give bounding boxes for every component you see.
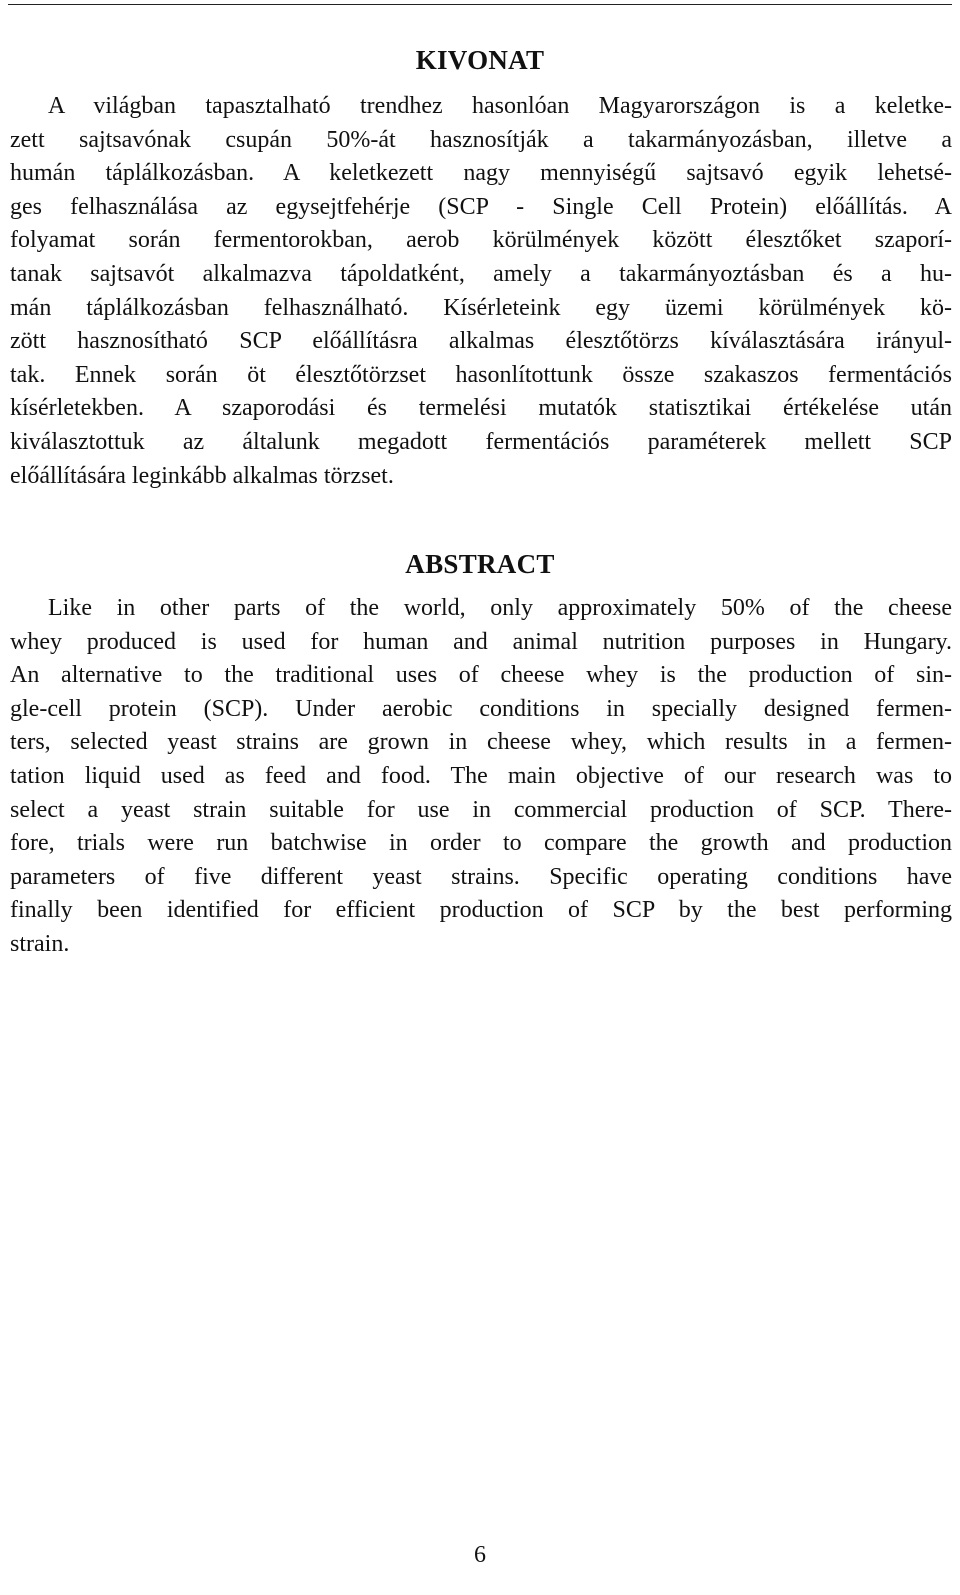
- abstract-line: tation liquid used as feed and food. The main objective of our research was to: [10, 762, 952, 789]
- kivonat-line: kísérletekben. A szaporodási és termelési mutatók statisztikai értékelése után: [10, 395, 952, 422]
- abstract-line: fore, trials were run batchwise in order to compare the growth and production: [10, 830, 952, 857]
- kivonat-line: tak. Ennek során öt élesztőtörzset hasonlítottunk össze szakaszos fermentációs: [10, 361, 952, 388]
- abstract-heading: ABSTRACT: [405, 549, 555, 580]
- abstract-line: ters, selected yeast strains are grown in cheese whey, which results in a fermen-: [10, 729, 952, 756]
- kivonat-line: előállítására leginkább alkalmas törzset.: [10, 462, 394, 489]
- abstract-paragraph: [10, 592, 952, 962]
- abstract-line: gle-cell protein (SCP). Under aerobic conditions in specially designed fermen-: [10, 695, 952, 722]
- kivonat-heading: KIVONAT: [415, 45, 545, 76]
- kivonat-line: kiválasztottuk az általunk megadott fermentációs paraméterek mellett SCP: [10, 428, 952, 455]
- kivonat-paragraph: [10, 90, 952, 493]
- kivonat-line: mán táplálkozásban felhasználható. Kísérleteink egy üzemi körülmények kö-: [10, 294, 952, 321]
- kivonat-line: humán táplálkozásban. A keletkezett nagy mennyiségű sajtsavó egyik lehetsé-: [10, 160, 952, 187]
- abstract-line: An alternative to the traditional uses of cheese whey is the production of sin-: [10, 662, 952, 689]
- abstract-line: finally been identified for efficient production of SCP by the best performing: [10, 897, 952, 924]
- abstract-line: parameters of five different yeast strains. Specific operating conditions have: [10, 863, 952, 890]
- abstract-line: whey produced is used for human and animal nutrition purposes in Hungary.: [10, 628, 952, 655]
- abstract-line: select a yeast strain suitable for use in commercial production of SCP. There-: [10, 796, 952, 823]
- kivonat-line: tanak sajtsavót alkalmazva tápoldatként, amely a takarmányoztásban és a hu-: [10, 260, 952, 287]
- kivonat-line: zett sajtsavónak csupán 50%-át hasznosítják a takarmányozásban, illetve a: [10, 126, 952, 153]
- kivonat-line: A világban tapasztalható trendhez hasonlóan Magyarországon is a keletke-: [48, 93, 952, 119]
- top-rule: [8, 4, 952, 5]
- kivonat-line: zött hasznosítható SCP előállításra alkalmas élesztőtörzs kíválasztására irányul-: [10, 328, 952, 355]
- kivonat-line: folyamat során fermentorokban, aerob körülmények között élesztőket szaporí-: [10, 227, 952, 254]
- abstract-line: strain.: [10, 930, 70, 957]
- kivonat-line: ges felhasználása az egysejtfehérje (SCP - Single Cell Protein) előállítás. A: [10, 193, 952, 220]
- abstract-line: Like in other parts of the world, only approximately 50% of the cheese: [48, 595, 952, 621]
- page-number: 6: [474, 1542, 486, 1568]
